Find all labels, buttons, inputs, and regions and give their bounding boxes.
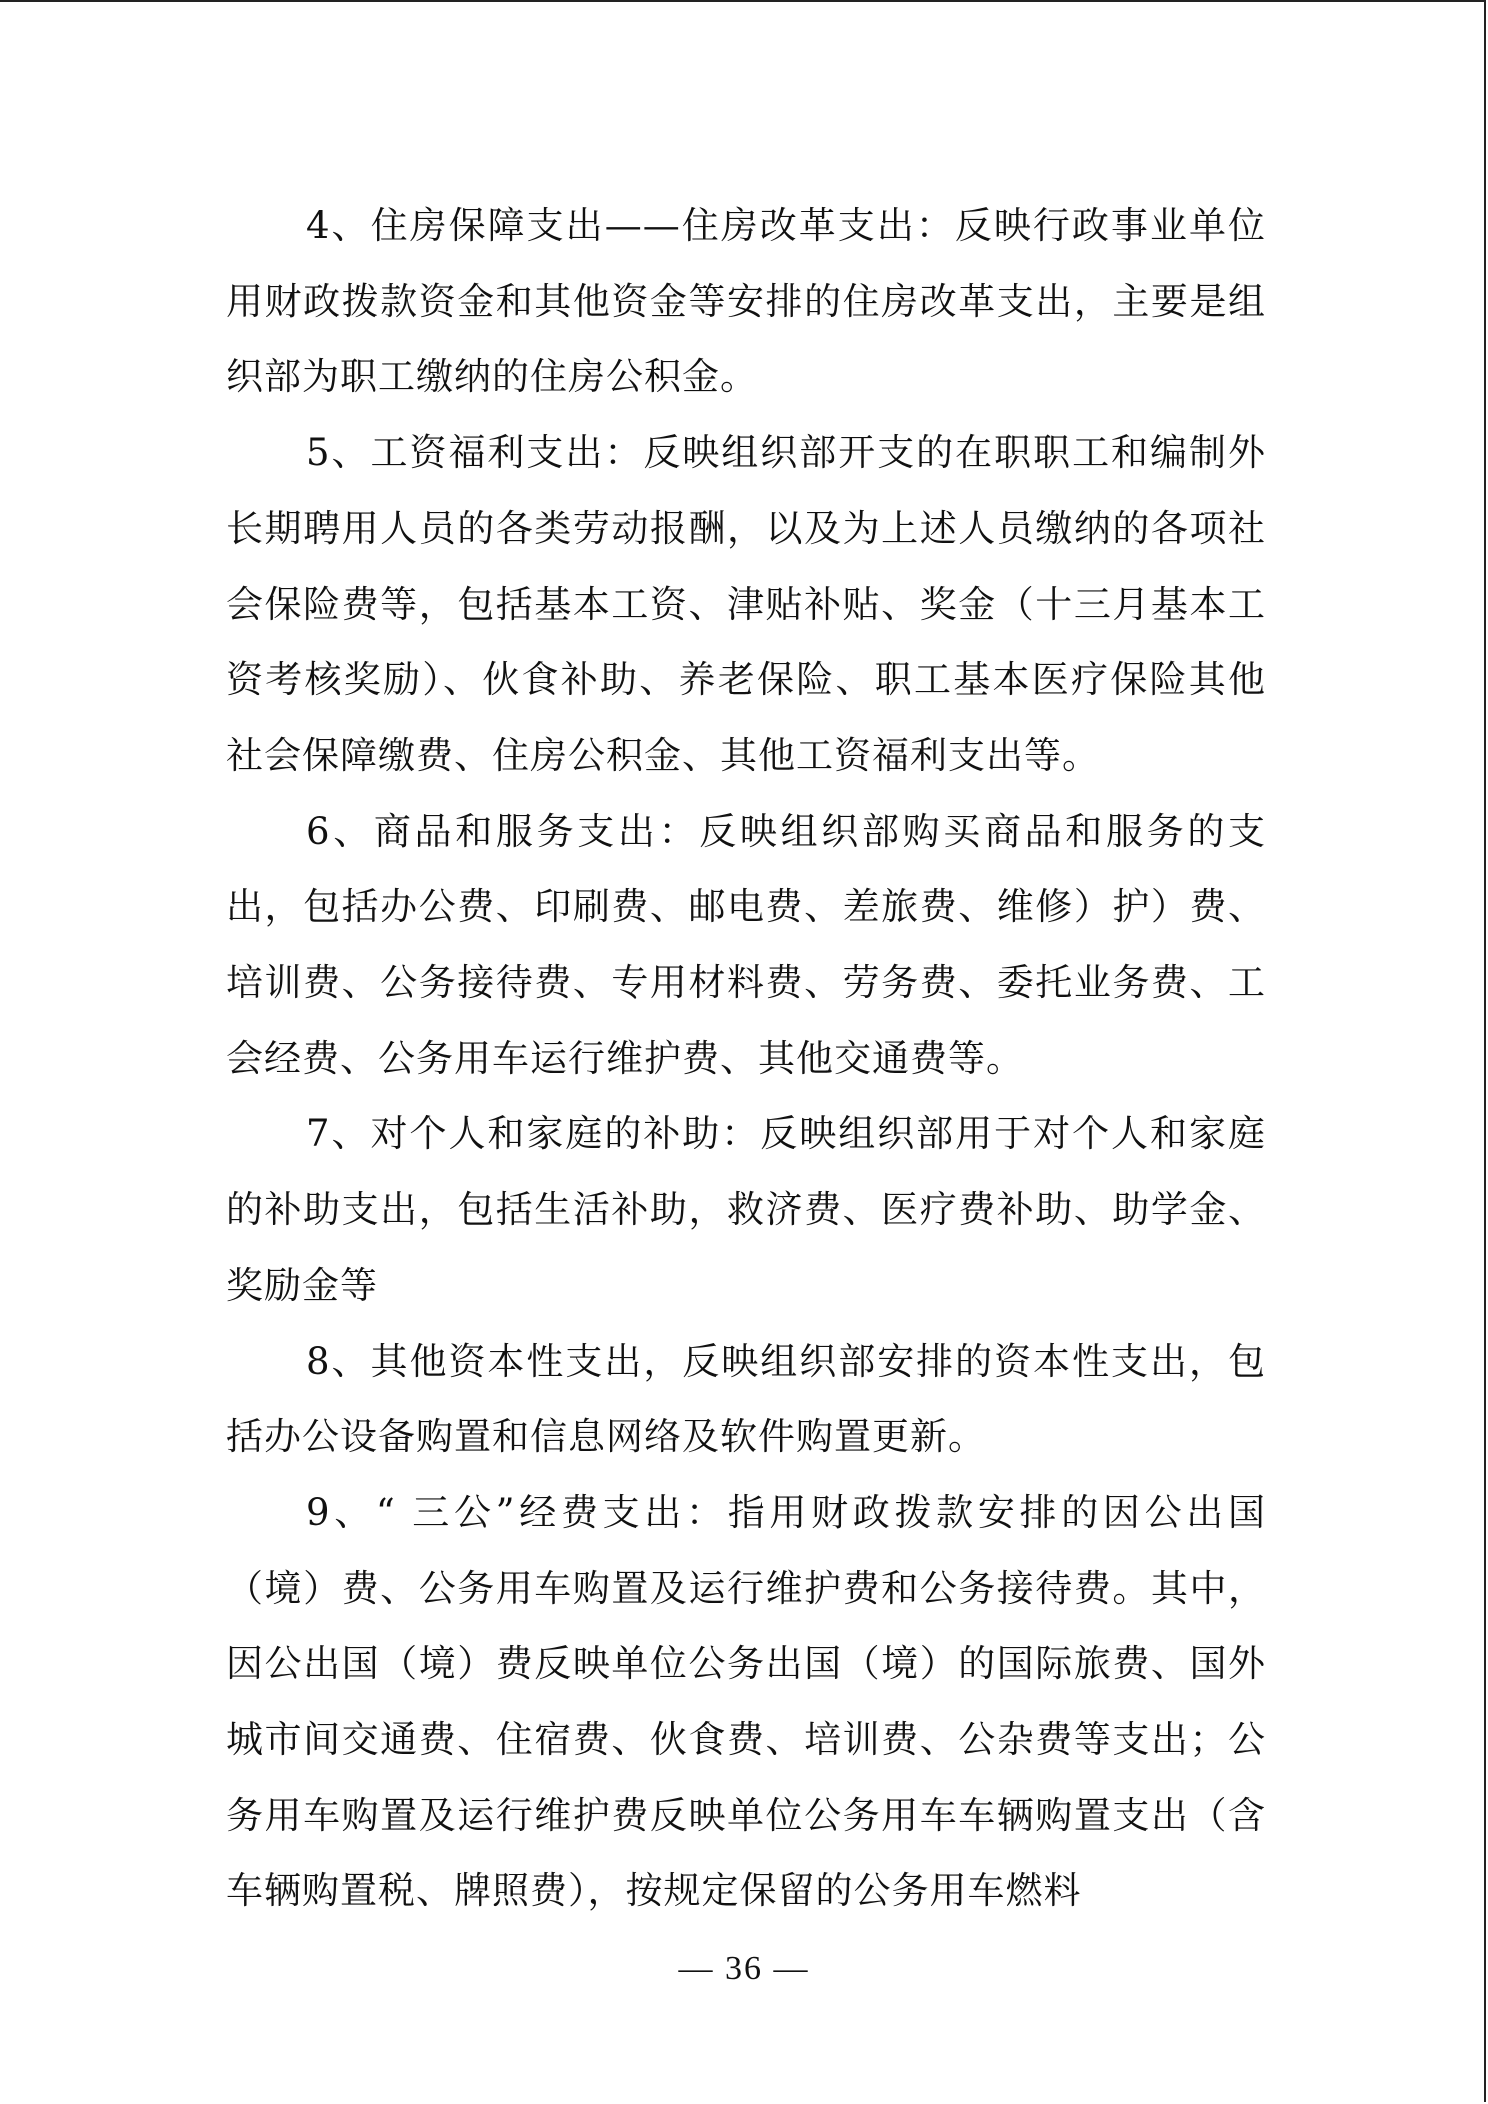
paragraph-goods-services: 6、商品和服务支出：反映组织部购买商品和服务的支出，包括办公费、印刷费、邮电费、差旅费、维修）护）费、培训费、公务接待费、专用材料费、劳务费、委托业务费、工会经费、公务用车运行维护费、其他交通费等。 xyxy=(226,809,1266,1080)
paragraph-wages-welfare: 5、工资福利支出：反映组织部开支的在职职工和编制外长期聘用人员的各类劳动报酬，以及为上述人员缴纳的各项社会保险费等，包括基本工资、津贴补贴、奖金（十三月基本工资考核奖励）、伙食补助、养老保险、职工基本医疗保险其他社会保障缴费、住房公积金、其他工资福利支出等。 xyxy=(226,431,1266,777)
paragraph-housing-security: 4、住房保障支出——住房改革支出：反映行政事业单位用财政拨款资金和其他资金等安排的住房改革支出，主要是组织部为职工缴纳的住房公积金。 xyxy=(226,204,1266,399)
page-number: — 36 — xyxy=(678,1950,810,1987)
paragraph-household-subsidy: 7、对个人和家庭的补助：反映组织部用于对个人和家庭的补助支出，包括生活补助，救济费、医疗费补助、助学金、奖励金等 xyxy=(226,1112,1266,1307)
document-body xyxy=(226,188,1266,1929)
paragraph-three-public-expenses: 9、“ 三公”经费支出：指用财政拨款安排的因公出国（境）费、公务用车购置及运行维护费和公务接待费。其中，因公出国（境）费反映单位公务出国（境）的国际旅费、国外城市间交通费、住宿费、伙食费、培训费、公杂费等支出；公务用车购置及运行维护费反映单位公务用车车辆购置支出（含车辆购置税、牌照费），按规定保留的公务用车燃料 xyxy=(226,1490,1266,1913)
paragraph-capital-expenditure: 8、其他资本性支出，反映组织部安排的资本性支出，包括办公设备购置和信息网络及软件购置更新。 xyxy=(226,1339,1266,1459)
